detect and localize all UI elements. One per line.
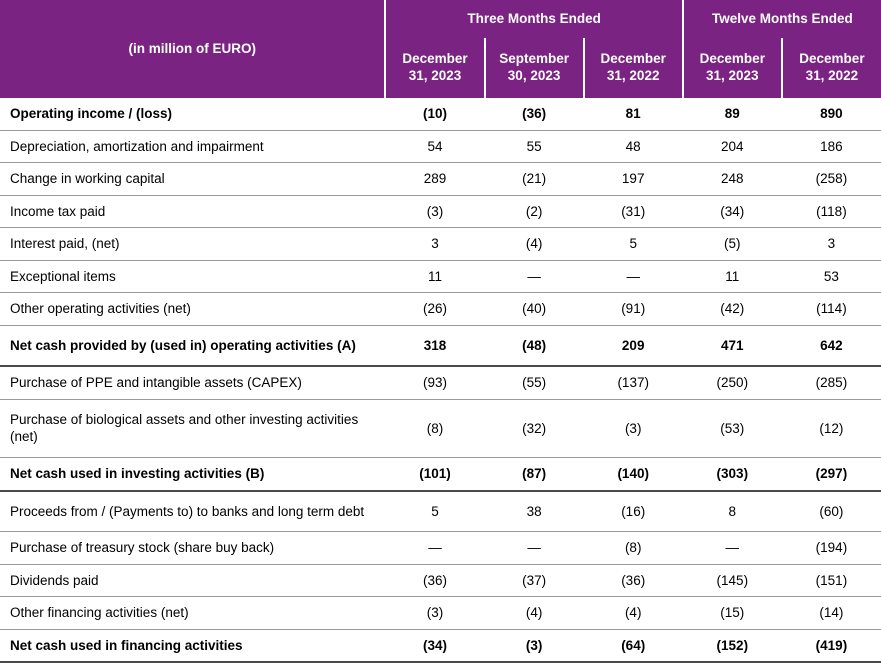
- row-value: 8: [683, 491, 782, 532]
- header-line-1: December: [402, 51, 468, 67]
- row-label: Net cash used in financing activities: [0, 629, 385, 662]
- row-value: (140): [584, 458, 683, 491]
- row-value: (14): [782, 597, 881, 630]
- row-label: Purchase of biological assets and other investing activities (net): [0, 399, 385, 457]
- row-value: (419): [782, 629, 881, 662]
- row-label: Exceptional items: [0, 260, 385, 293]
- row-value: (8): [385, 399, 484, 457]
- table-row: [0, 458, 881, 491]
- row-value: (26): [385, 293, 484, 326]
- row-value: (42): [683, 293, 782, 326]
- table-row: [0, 195, 881, 228]
- row-label: Purchase of PPE and intangible assets (CAPEX): [0, 366, 385, 399]
- row-value: (15): [683, 597, 782, 630]
- row-label: Operating income / (loss): [0, 98, 385, 130]
- row-value: (3): [485, 629, 584, 662]
- row-value: 48: [584, 130, 683, 163]
- row-value: (40): [485, 293, 584, 326]
- row-value: (114): [782, 293, 881, 326]
- row-value: (4): [584, 597, 683, 630]
- row-label: Purchase of treasury stock (share buy back): [0, 532, 385, 565]
- row-value: 197: [584, 163, 683, 196]
- row-value: (12): [782, 399, 881, 457]
- row-value: (151): [782, 564, 881, 597]
- row-value: (93): [385, 366, 484, 399]
- row-value: (258): [782, 163, 881, 196]
- table-row: [0, 491, 881, 532]
- row-value: 3: [385, 228, 484, 261]
- row-value: 54: [385, 130, 484, 163]
- table-row: [0, 629, 881, 662]
- row-value: 81: [584, 98, 683, 130]
- header-accent-bar: [0, 0, 14, 96]
- row-value: 471: [683, 325, 782, 366]
- row-value: 11: [385, 260, 484, 293]
- row-value: (145): [683, 564, 782, 597]
- header-line-2: 31, 2022: [805, 68, 859, 83]
- row-value: (5): [683, 228, 782, 261]
- header-line-2: 30, 2023: [507, 68, 561, 83]
- table-row: [0, 532, 881, 565]
- row-value: 55: [485, 130, 584, 163]
- row-value: 209: [584, 325, 683, 366]
- row-value: (3): [385, 597, 484, 630]
- column-header-sep-30-2023-q: [485, 38, 584, 98]
- row-value: 5: [584, 228, 683, 261]
- row-value: —: [485, 260, 584, 293]
- row-value: 5: [385, 491, 484, 532]
- row-value: (101): [385, 458, 484, 491]
- row-value: 38: [485, 491, 584, 532]
- row-value: (152): [683, 629, 782, 662]
- row-value: (3): [584, 399, 683, 457]
- row-value: (91): [584, 293, 683, 326]
- row-label: Net cash provided by (used in) operating activities (A): [0, 325, 385, 366]
- row-value: (87): [485, 458, 584, 491]
- row-value: 204: [683, 130, 782, 163]
- row-value: (250): [683, 366, 782, 399]
- row-label: Change in working capital: [0, 163, 385, 196]
- table-row: [0, 260, 881, 293]
- table-row: [0, 293, 881, 326]
- row-value: 11: [683, 260, 782, 293]
- row-label: Other financing activities (net): [0, 597, 385, 630]
- row-value: (32): [485, 399, 584, 457]
- group-header-twelve-months: Twelve Months Ended: [683, 0, 881, 38]
- row-label: Proceeds from / (Payments to) to banks and long term debt: [0, 491, 385, 532]
- row-value: (37): [485, 564, 584, 597]
- row-value: (34): [683, 195, 782, 228]
- row-value: 318: [385, 325, 484, 366]
- row-value: —: [584, 260, 683, 293]
- header-line-1: December: [699, 51, 765, 67]
- row-value: (60): [782, 491, 881, 532]
- row-value: (34): [385, 629, 484, 662]
- header-line-1: December: [600, 51, 666, 67]
- row-label: Other operating activities (net): [0, 293, 385, 326]
- table-row: [0, 399, 881, 457]
- row-value: (36): [485, 98, 584, 130]
- row-label: Income tax paid: [0, 195, 385, 228]
- row-value: (16): [584, 491, 683, 532]
- row-value: (31): [584, 195, 683, 228]
- row-value: (303): [683, 458, 782, 491]
- table-body: [0, 98, 881, 662]
- column-header-dec-31-2022-y: [782, 38, 881, 98]
- row-value: (285): [782, 366, 881, 399]
- row-value: 3: [782, 228, 881, 261]
- header-line-1: December: [799, 51, 865, 67]
- row-value: (3): [385, 195, 484, 228]
- row-value: (55): [485, 366, 584, 399]
- group-header-three-months: Three Months Ended: [385, 0, 682, 38]
- row-value: 642: [782, 325, 881, 366]
- group-header-row: [0, 0, 881, 38]
- row-label: Dividends paid: [0, 564, 385, 597]
- row-value: —: [683, 532, 782, 565]
- row-value: 289: [385, 163, 484, 196]
- row-value: (53): [683, 399, 782, 457]
- row-value: (36): [385, 564, 484, 597]
- row-value: (297): [782, 458, 881, 491]
- header-line-2: 31, 2022: [606, 68, 660, 83]
- row-value: 890: [782, 98, 881, 130]
- table-row: [0, 564, 881, 597]
- header-line-2: 31, 2023: [706, 68, 759, 83]
- row-value: (36): [584, 564, 683, 597]
- table-row: [0, 228, 881, 261]
- table-row: [0, 163, 881, 196]
- row-value: (8): [584, 532, 683, 565]
- row-value: —: [385, 532, 484, 565]
- table-header: [0, 0, 881, 98]
- table-row: [0, 325, 881, 366]
- row-value: (10): [385, 98, 484, 130]
- row-value: —: [485, 532, 584, 565]
- column-header-dec-31-2023-q: [385, 38, 484, 98]
- row-value: 248: [683, 163, 782, 196]
- table-row: [0, 98, 881, 130]
- header-line-1: September: [499, 51, 569, 67]
- column-header-label: (in million of EURO): [0, 0, 385, 98]
- table-row: [0, 597, 881, 630]
- row-value: (21): [485, 163, 584, 196]
- row-value: (194): [782, 532, 881, 565]
- column-header-dec-31-2023-y: [683, 38, 782, 98]
- row-label: Net cash used in investing activities (B): [0, 458, 385, 491]
- row-value: (4): [485, 597, 584, 630]
- row-label: Interest paid, (net): [0, 228, 385, 261]
- row-value: (2): [485, 195, 584, 228]
- table-row: [0, 366, 881, 399]
- header-line-2: 31, 2023: [408, 68, 462, 83]
- row-value: (4): [485, 228, 584, 261]
- row-value: (137): [584, 366, 683, 399]
- row-value: (64): [584, 629, 683, 662]
- table-row: [0, 130, 881, 163]
- row-value: (118): [782, 195, 881, 228]
- row-value: 186: [782, 130, 881, 163]
- row-value: 89: [683, 98, 782, 130]
- row-value: (48): [485, 325, 584, 366]
- column-header-dec-31-2022-q: [584, 38, 683, 98]
- row-label: Depreciation, amortization and impairment: [0, 130, 385, 163]
- row-value: 53: [782, 260, 881, 293]
